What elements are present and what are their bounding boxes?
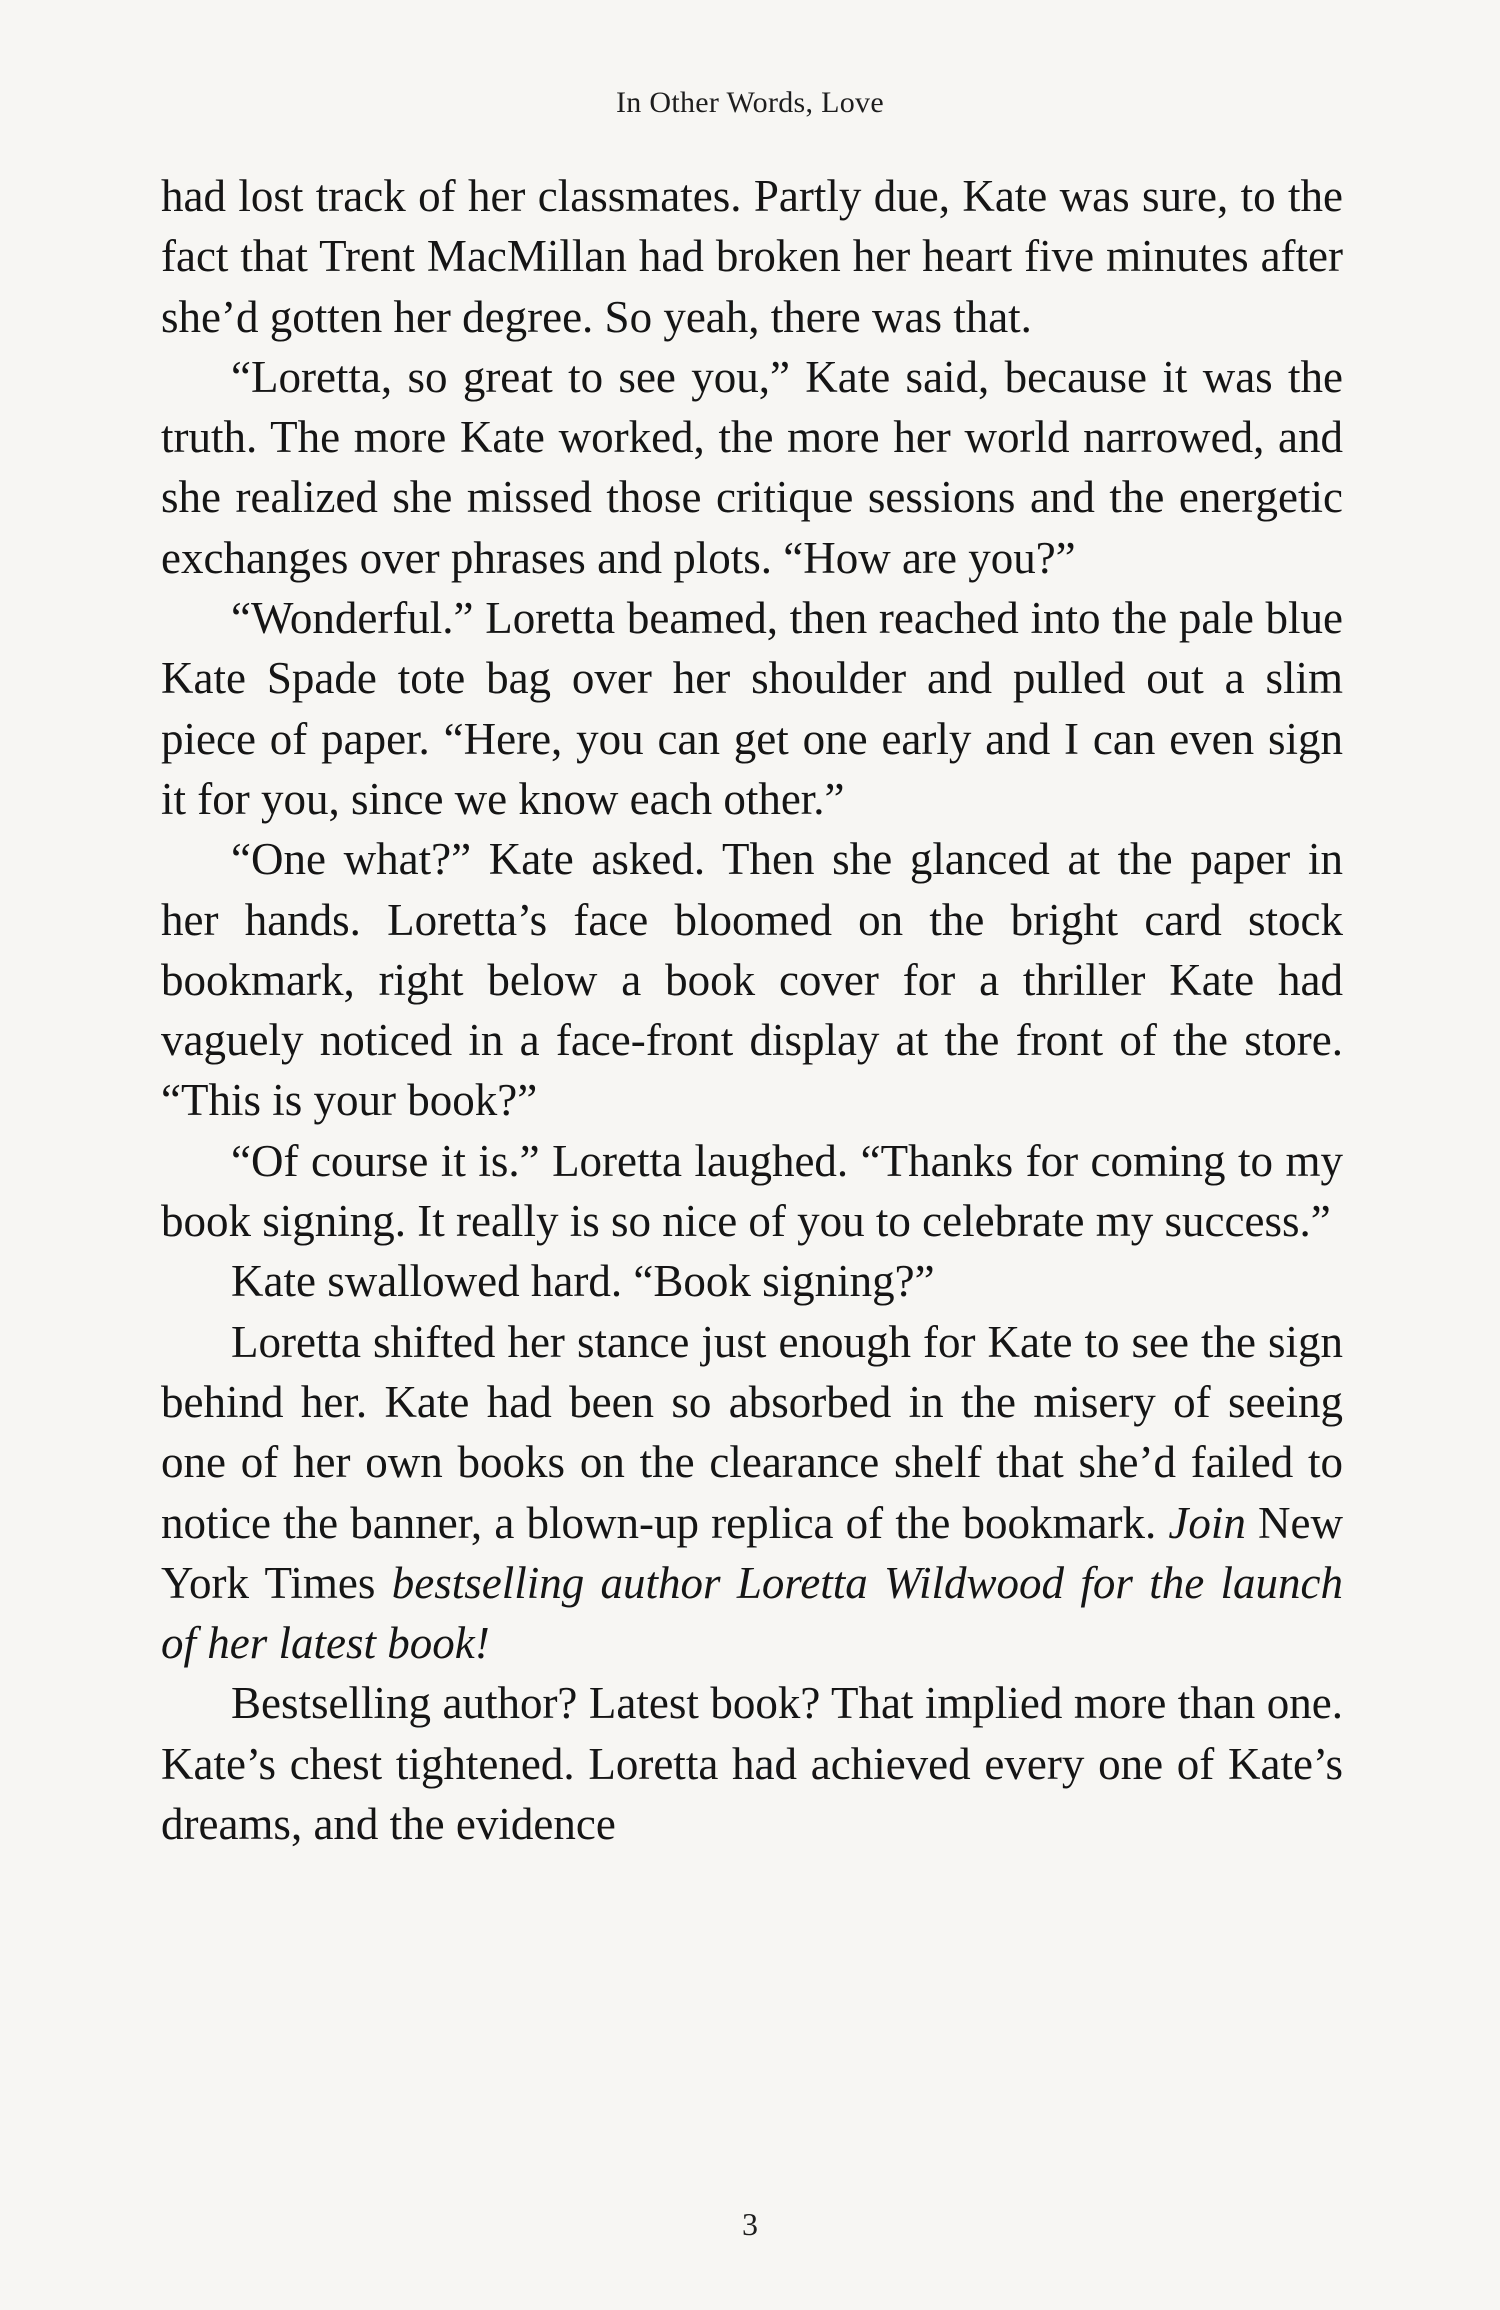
page-number: 3 bbox=[742, 2206, 758, 2242]
text-span: Bestselling author? Latest book? That implied more than one. Kate’s chest tightened. Loretta had achieved every one of Kate’s dreams, and the evidence bbox=[161, 1678, 1343, 1850]
paragraph bbox=[161, 166, 1343, 347]
italic-text: bestselling author Loretta Wildwood for the launch of her latest book! bbox=[161, 1557, 1343, 1669]
text-span: “Of course it is.” Loretta laughed. “Thanks for coming to my book signing. It really is so nice of you to celebrate my success.” bbox=[161, 1135, 1343, 1247]
paragraph bbox=[161, 588, 1343, 829]
paragraph bbox=[161, 347, 1343, 588]
text-span: “One what?” Kate asked. Then she glanced at the paper in her hands. Loretta’s face bloomed on the bright card stock bookmark, right below a book cover for a thriller Kate had vaguely noticed in a face-front display at the front of the store. “This is your book?” bbox=[161, 834, 1343, 1126]
paragraph bbox=[161, 1673, 1343, 1854]
text-span: had lost track of her classmates. Partly due, Kate was sure, to the fact that Trent MacMillan had broken her heart five minutes after she’d gotten her degree. So yeah, there was that. bbox=[161, 171, 1343, 342]
text-span: Kate swallowed hard. “Book signing?” bbox=[231, 1256, 935, 1307]
paragraph bbox=[161, 829, 1343, 1130]
body-text bbox=[161, 166, 1343, 1854]
text-span: New York Times bbox=[161, 1497, 1343, 1608]
text-span: “Loretta, so great to see you,” Kate said, because it was the truth. The more Kate worked, the more her world narrowed, and she realized she missed those critique sessions and the energetic exchanges over phrases and plots. “How are you?” bbox=[161, 351, 1343, 583]
italic-text: Join bbox=[1168, 1497, 1246, 1548]
text-span: Loretta shifted her stance just enough for Kate to see the sign behind her. Kate had been so absorbed in the misery of seeing one of her own books on the clearance shelf that she’d failed to notice the banner, a blown-up replica of the bookmark. bbox=[161, 1316, 1343, 1548]
paragraph bbox=[161, 1312, 1343, 1674]
running-head: In Other Words, Love bbox=[616, 86, 884, 119]
paragraph bbox=[161, 1131, 1343, 1252]
text-span: “Wonderful.” Loretta beamed, then reached into the pale blue Kate Spade tote bag over her shoulder and pulled out a slim piece of paper. “Here, you can get one early and I can even sign it for you, since we know each other.” bbox=[161, 593, 1343, 824]
paragraph bbox=[161, 1251, 1343, 1311]
